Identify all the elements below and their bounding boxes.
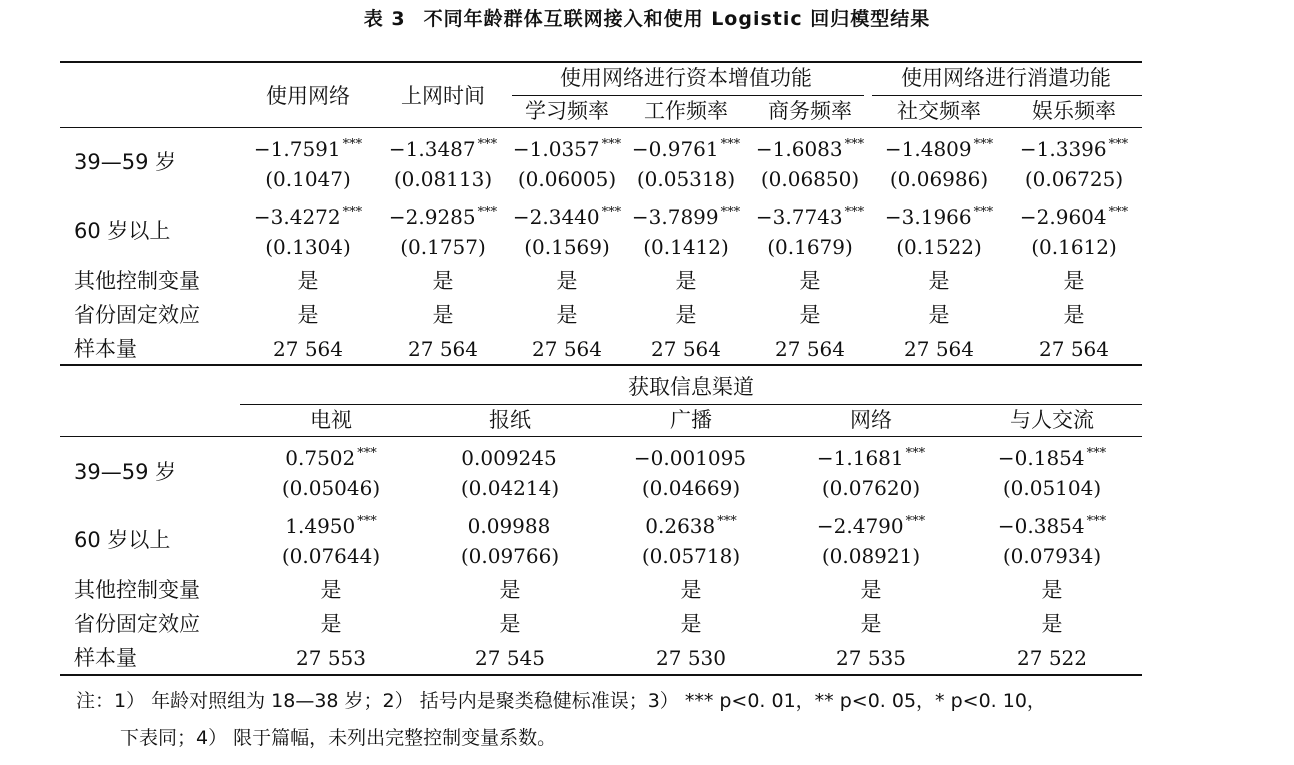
province-fe-cell: 是	[799, 303, 821, 327]
col-header-social: 社交频率	[897, 99, 981, 123]
controls-cell: 是	[1041, 578, 1063, 602]
coef-cell	[632, 133, 740, 161]
se-cell: (0.1612)	[1031, 235, 1117, 259]
significance-stars: ***	[973, 137, 994, 152]
controls-cell: 是	[1063, 269, 1085, 293]
controls-cell: 是	[499, 578, 521, 602]
coef-cell	[513, 133, 621, 161]
header-rule	[60, 127, 1142, 128]
significance-stars: ***	[1086, 446, 1107, 461]
coefficient-value: 1.4950	[285, 514, 356, 538]
col-header-interpersonal: 与人交流	[1010, 408, 1094, 432]
significance-stars: ***	[844, 205, 865, 220]
coef-cell	[817, 442, 925, 470]
se-cell: (0.06986)	[889, 167, 989, 191]
sample-size-cell: 27 522	[1017, 646, 1087, 670]
province-fe-cell: 是	[556, 303, 578, 327]
coef-cell	[885, 133, 993, 161]
row-label-60plus-panel2: 60 岁以上	[74, 528, 171, 552]
province-fe-cell: 是	[1063, 303, 1085, 327]
coef-cell	[285, 510, 376, 538]
coefficient-value: 0.2638	[645, 514, 716, 538]
significance-stars: ***	[601, 137, 622, 152]
coefficient-value: 0.7502	[285, 446, 356, 470]
coefficient-value: −0.1854	[997, 446, 1085, 470]
row-label-controls-panel2: 其他控制变量	[74, 578, 200, 602]
significance-stars: ***	[342, 205, 363, 220]
note-line-1: 注：1） 年龄对照组为 18—38 岁；2） 括号内是聚类稳健标准误；3） *** p<0. 01，** p<0. 05，* p<0. 10，	[76, 690, 1046, 712]
coefficient-value: −2.9604	[1019, 205, 1107, 229]
note-line-2: 下表同；4） 限于篇幅，未列出完整控制变量系数。	[120, 727, 557, 749]
row-label-39-59-panel2: 39—59 岁	[74, 460, 177, 484]
se-cell: (0.05718)	[641, 544, 741, 568]
col-header-use-internet: 使用网络	[266, 84, 350, 108]
significance-stars: ***	[905, 446, 926, 461]
coefficient-value: −1.4809	[884, 137, 972, 161]
coefficient-value: −3.4272	[253, 205, 341, 229]
table-title	[0, 4, 1294, 31]
se-cell: (0.1412)	[643, 235, 729, 259]
col-header-tv: 电视	[310, 408, 352, 432]
province-fe-cell: 是	[680, 612, 702, 636]
coefficient-value: −2.3440	[512, 205, 600, 229]
group1-underline	[512, 95, 864, 96]
se-cell: (0.1047)	[265, 167, 351, 191]
col-header-entertainment: 娱乐频率	[1032, 99, 1116, 123]
se-cell: (0.1757)	[400, 235, 486, 259]
col-header-internet: 网络	[850, 408, 892, 432]
sample-size-cell: 27 530	[656, 646, 726, 670]
province-fe-cell: 是	[1041, 612, 1063, 636]
controls-cell: 是	[432, 269, 454, 293]
coef-cell	[998, 510, 1106, 538]
coefficient-value: −1.7591	[253, 137, 341, 161]
col-header-newspaper: 报纸	[489, 408, 531, 432]
coefficient-value: 0.09988	[467, 514, 551, 538]
group-header-info-channels: 获取信息渠道	[628, 375, 754, 399]
coef-cell	[254, 201, 362, 229]
row-label-province-panel2: 省份固定效应	[74, 612, 200, 636]
se-cell: (0.1522)	[896, 235, 982, 259]
group-header-capital: 使用网络进行资本增值功能	[560, 66, 812, 90]
coef-cell	[285, 442, 376, 470]
province-fe-cell: 是	[499, 612, 521, 636]
coef-cell	[885, 201, 993, 229]
coef-cell	[254, 133, 362, 161]
province-fe-cell: 是	[297, 303, 319, 327]
coefficient-value: 0.009245	[461, 446, 557, 470]
table-caption: 不同年龄群体互联网接入和使用 Logistic 回归模型结果	[423, 8, 931, 30]
col-header-online-time: 上网时间	[401, 84, 485, 108]
controls-cell: 是	[297, 269, 319, 293]
bottom-rule	[60, 674, 1142, 676]
col-header-business: 商务频率	[768, 99, 852, 123]
significance-stars: ***	[1108, 137, 1129, 152]
significance-stars: ***	[844, 137, 865, 152]
province-fe-cell: 是	[432, 303, 454, 327]
se-cell: (0.05318)	[636, 167, 736, 191]
significance-stars: ***	[477, 137, 498, 152]
province-fe-cell: 是	[928, 303, 950, 327]
table-number: 表 3	[363, 8, 406, 30]
se-cell: (0.06005)	[517, 167, 617, 191]
province-fe-cell: 是	[860, 612, 882, 636]
coefficient-value: −1.1681	[816, 446, 904, 470]
sample-size-cell: 27 564	[408, 337, 478, 361]
sample-size-cell: 27 553	[296, 646, 366, 670]
top-rule	[60, 61, 1142, 63]
coefficient-value: −0.3854	[997, 514, 1085, 538]
row-label-sample-panel2: 样本量	[74, 646, 137, 670]
se-cell: (0.07934)	[1002, 544, 1102, 568]
coef-cell	[1020, 201, 1128, 229]
sample-size-cell: 27 545	[475, 646, 545, 670]
coefficient-value: −2.9285	[388, 205, 476, 229]
significance-stars: ***	[1086, 514, 1107, 529]
sample-size-cell: 27 535	[836, 646, 906, 670]
coefficient-value: −1.6083	[755, 137, 843, 161]
sample-size-cell: 27 564	[904, 337, 974, 361]
coefficient-value: −3.7899	[631, 205, 719, 229]
significance-stars: ***	[720, 205, 741, 220]
coefficient-value: −1.3396	[1019, 137, 1107, 161]
coefficient-value: −2.4790	[816, 514, 904, 538]
row-label-39-59: 39—59 岁	[74, 150, 177, 174]
col-header-study: 学习频率	[525, 99, 609, 123]
group-header-leisure: 使用网络进行消遣功能	[901, 66, 1111, 90]
significance-stars: ***	[1108, 205, 1129, 220]
se-cell: (0.06725)	[1024, 167, 1124, 191]
coef-cell	[998, 442, 1106, 470]
row-label-60plus: 60 岁以上	[74, 219, 171, 243]
controls-cell: 是	[680, 578, 702, 602]
significance-stars: ***	[720, 137, 741, 152]
coef-cell	[1020, 133, 1128, 161]
coef-cell	[461, 442, 558, 470]
coefficient-value: −3.7743	[755, 205, 843, 229]
se-cell: (0.05104)	[1002, 476, 1102, 500]
significance-stars: ***	[477, 205, 498, 220]
significance-stars: ***	[717, 514, 737, 529]
province-fe-cell: 是	[320, 612, 342, 636]
sample-size-cell: 27 564	[1039, 337, 1109, 361]
coefficient-value: −0.9761	[631, 137, 719, 161]
significance-stars: ***	[905, 514, 926, 529]
coef-cell	[513, 201, 621, 229]
col-header-radio: 广播	[670, 408, 712, 432]
se-cell: (0.04669)	[641, 476, 741, 500]
significance-stars: ***	[357, 514, 377, 529]
coef-cell	[756, 133, 864, 161]
coefficient-value: −0.001095	[633, 446, 747, 470]
se-cell: (0.1304)	[265, 235, 351, 259]
significance-stars: ***	[357, 446, 377, 461]
se-cell: (0.05046)	[281, 476, 381, 500]
se-cell: (0.1569)	[524, 235, 610, 259]
significance-stars: ***	[601, 205, 622, 220]
se-cell: (0.07620)	[821, 476, 921, 500]
coef-cell	[756, 201, 864, 229]
group2-underline	[872, 95, 1142, 96]
coef-cell	[389, 133, 497, 161]
coef-cell	[645, 510, 736, 538]
controls-cell: 是	[799, 269, 821, 293]
coef-cell	[389, 201, 497, 229]
coefficient-value: −1.3487	[388, 137, 476, 161]
se-cell: (0.04214)	[460, 476, 560, 500]
sample-size-cell: 27 564	[775, 337, 845, 361]
sample-size-cell: 27 564	[651, 337, 721, 361]
significance-stars: ***	[973, 205, 994, 220]
sample-size-cell: 27 564	[532, 337, 602, 361]
coef-cell	[468, 510, 553, 538]
controls-cell: 是	[320, 578, 342, 602]
se-cell: (0.08113)	[393, 167, 493, 191]
panel2-header-rule	[60, 436, 1142, 437]
significance-stars: ***	[342, 137, 363, 152]
sample-size-cell: 27 564	[273, 337, 343, 361]
coef-cell	[632, 201, 740, 229]
controls-cell: 是	[860, 578, 882, 602]
coef-cell	[634, 442, 748, 470]
controls-cell: 是	[675, 269, 697, 293]
controls-cell: 是	[556, 269, 578, 293]
coefficient-value: −3.1966	[884, 205, 972, 229]
controls-cell: 是	[928, 269, 950, 293]
se-cell: (0.09766)	[460, 544, 560, 568]
row-label-province: 省份固定效应	[74, 303, 200, 327]
province-fe-cell: 是	[675, 303, 697, 327]
se-cell: (0.1679)	[767, 235, 853, 259]
panel-divider-rule	[60, 364, 1142, 366]
col-header-work: 工作频率	[644, 99, 728, 123]
row-label-sample: 样本量	[74, 337, 137, 361]
se-cell: (0.06850)	[760, 167, 860, 191]
row-label-controls: 其他控制变量	[74, 269, 200, 293]
se-cell: (0.08921)	[821, 544, 921, 568]
panel2-group-underline	[240, 404, 1142, 405]
coef-cell	[817, 510, 925, 538]
coefficient-value: −1.0357	[512, 137, 600, 161]
se-cell: (0.07644)	[281, 544, 381, 568]
